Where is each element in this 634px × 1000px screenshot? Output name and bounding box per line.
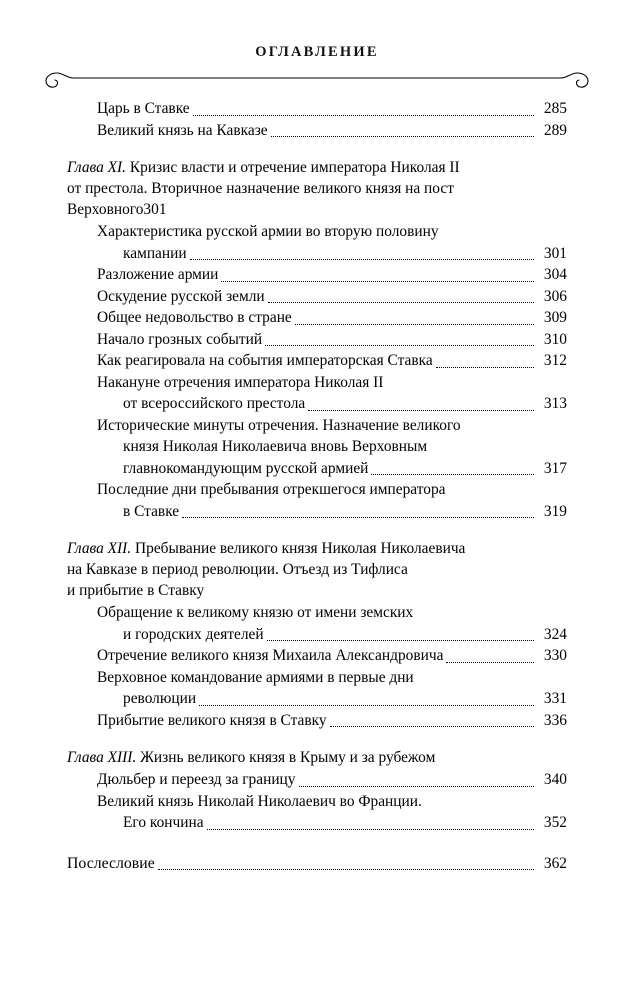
dot-leader [330, 726, 534, 727]
dot-leader [267, 640, 534, 641]
toc-entry-page: 306 [543, 287, 567, 305]
chapter-title-line: Жизнь великого князя в Крыму и за рубежом [140, 749, 436, 766]
toc-entry-page: 324 [543, 625, 567, 643]
dot-leader [199, 705, 534, 706]
toc-entry-label: революции [123, 690, 197, 707]
toc-entry-cont[interactable] [123, 459, 567, 480]
toc-entry-cont[interactable] [123, 502, 567, 523]
toc-entry[interactable] [97, 373, 567, 394]
dot-leader [193, 115, 534, 116]
chapter-label: Глава XII. [67, 540, 132, 557]
toc-entry[interactable] [97, 222, 567, 243]
toc-entry-label: Отречение великого князя Михаила Александровича [97, 647, 444, 664]
toc-entry[interactable] [97, 603, 567, 624]
chapter-label: Глава XIII. [67, 749, 137, 766]
toc-entry-label: Как реагировала на события императорская Ставка [97, 352, 433, 369]
toc-entry-label: Оскудение русской земли [97, 287, 265, 305]
toc-entry-label: Великий князь Николай Николаевич во Франции. [97, 792, 422, 810]
chapter-heading[interactable] [67, 538, 567, 601]
toc-entry-label: Царь в Ставке [97, 100, 190, 117]
toc-entry-label: Послесловие [67, 854, 155, 872]
chapter-heading[interactable] [67, 157, 567, 220]
ornamental-divider [37, 67, 597, 89]
dot-leader [295, 324, 534, 325]
dot-leader [271, 136, 534, 137]
toc-entry-label: Разложение армии [97, 266, 219, 283]
toc-entry[interactable] [97, 99, 567, 120]
toc-entry-label: и городских деятелей [123, 625, 264, 643]
toc-entry-cont[interactable] [123, 813, 567, 834]
toc-entry-page: 313 [543, 395, 567, 412]
toc-entry-label: Его кончина [123, 814, 204, 831]
toc-entry[interactable] [97, 711, 567, 732]
toc-entry-page: 312 [543, 352, 567, 369]
toc-entry[interactable] [97, 416, 567, 437]
toc-entry-cont[interactable] [123, 625, 567, 646]
chapter-title-line: от престола. Вторичное назначение великого князя на пост [67, 180, 454, 197]
toc-entry-label: Начало грозных событий [97, 330, 263, 348]
chapter-title-line: на Кавказе в период революции. Отъезд из Тифлиса [67, 561, 408, 578]
toc-entry-page: 336 [543, 711, 567, 729]
dot-leader [190, 259, 534, 260]
toc-entry-page: 352 [543, 814, 567, 831]
toc-entry-cont[interactable] [123, 244, 567, 265]
toc-entry-label: главнокомандующим русской армией [123, 459, 369, 477]
toc-entry-label: в Ставке [123, 502, 180, 520]
toc-entry-label: Накануне отречения императора Николая II [97, 373, 384, 391]
toc-entry-label: Характеристика русской армии во вторую половину [97, 223, 439, 240]
dot-leader [446, 662, 534, 663]
chapter-title-line: и прибытие в Ставку [67, 582, 205, 599]
toc-entry[interactable] [97, 265, 567, 286]
dot-leader [436, 367, 534, 368]
toc-entry-label: Великий князь на Кавказе [97, 121, 268, 139]
toc-entry-cont[interactable] [123, 437, 567, 458]
chapter-page: 301 [143, 201, 167, 218]
toc-entry-cont[interactable] [123, 689, 567, 710]
dot-leader [221, 281, 534, 282]
dot-leader [207, 829, 534, 830]
toc-entry-cont[interactable] [123, 394, 567, 415]
toc-entry[interactable] [97, 287, 567, 308]
toc-entry-label: Обращение к великому князю от имени земских [97, 604, 414, 621]
chapter-title-line: Верховного [67, 201, 144, 218]
toc-entry[interactable] [97, 770, 567, 791]
toc-entry-page: 309 [543, 309, 567, 326]
page-title: ОГЛАВЛЕНИЕ [255, 44, 379, 60]
dot-leader [371, 474, 534, 475]
toc-entry-label: кампании [123, 244, 187, 262]
toc-entry[interactable] [97, 646, 567, 667]
toc-entry-page: 304 [543, 266, 567, 283]
toc-entry-label: Исторические минуты отречения. Назначение великого [97, 416, 461, 434]
toc-entry-page: 340 [543, 771, 567, 788]
toc-entry[interactable] [97, 330, 567, 351]
toc-entry-label: Верховное командование армиями в первые дни [97, 668, 414, 686]
toc-entry[interactable] [97, 792, 567, 813]
toc-entry-page: 285 [543, 100, 567, 117]
dot-leader [308, 410, 534, 411]
dot-leader [265, 345, 534, 346]
chapter-title-line: Кризис власти и отречение императора Николая II [129, 159, 460, 176]
toc-entry-page: 317 [543, 459, 567, 477]
toc-entry[interactable] [97, 668, 567, 689]
chapter-label: Глава XI. [67, 159, 127, 176]
toc-entry-page: 330 [543, 647, 567, 664]
toc-content [67, 99, 567, 874]
page-header [0, 0, 634, 89]
toc-entry-page: 289 [543, 121, 567, 139]
toc-entry[interactable] [97, 351, 567, 372]
toc-entry-page: 319 [543, 502, 567, 520]
toc-entry-label: Дюльбер и переезд за границу [97, 771, 296, 788]
dot-leader [158, 869, 534, 870]
toc-entry-postface[interactable] [67, 854, 567, 875]
toc-entry[interactable] [97, 121, 567, 142]
chapter-title-line: Пребывание великого князя Николая Николаевича [135, 540, 466, 557]
chapter-heading[interactable] [67, 747, 567, 768]
toc-entry[interactable] [97, 308, 567, 329]
toc-entry[interactable] [97, 480, 567, 501]
toc-entry-label: Последние дни пребывания отрекшегося императора [97, 481, 446, 498]
dot-leader [182, 517, 534, 518]
dot-leader [299, 786, 535, 787]
toc-entry-page: 310 [543, 330, 567, 348]
toc-entry-page: 362 [543, 854, 567, 872]
dot-leader [268, 302, 534, 303]
toc-entry-page: 331 [543, 690, 567, 707]
toc-entry-label: от всероссийского престола [123, 395, 306, 412]
toc-entry-label: Общее недовольство в стране [97, 309, 292, 326]
toc-entry-page: 301 [543, 244, 567, 262]
toc-entry-label: Прибытие великого князя в Ставку [97, 711, 327, 729]
toc-entry-label: князя Николая Николаевича вновь Верховным [123, 438, 428, 455]
